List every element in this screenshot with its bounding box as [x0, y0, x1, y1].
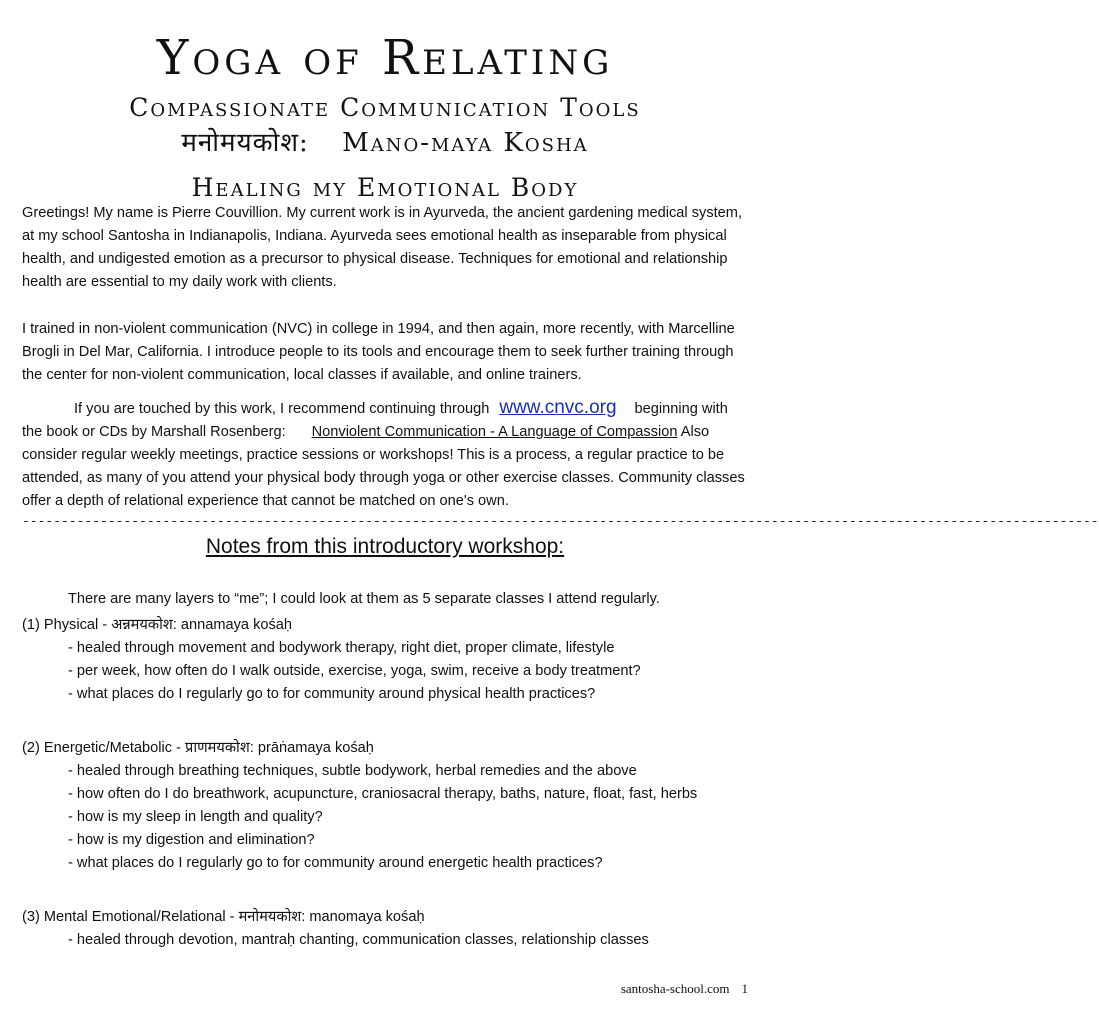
- section-heading: Healing my Emotional Body: [191, 173, 579, 202]
- intro-paragraph-2: I trained in non-violent communication (NVC) in college in 1994, and then again, more recently, with Marcelline Brogli in Del Mar, California. I introduce people to its tools and encourage them to seek further training through the center for non-violent communication, local classes if available, and online trainers.: [22, 321, 735, 383]
- list-item: - what places do I regularly go to for community around energetic health practices?: [68, 855, 603, 871]
- list-item: - healed through movement and bodywork therapy, right diet, proper climate, lifestyle: [68, 640, 615, 656]
- page-number: 1: [741, 981, 748, 996]
- intro-paragraph-3: [22, 396, 752, 513]
- layer-heading: (1) Physical - अन्नमयकोश: annamaya kośaḥ: [22, 617, 293, 633]
- layer-items: [22, 637, 762, 706]
- list-item: - healed through breathing techniques, subtle bodywork, herbal remedies and the above: [68, 763, 637, 779]
- kosha-devanagari: मनोमयकोश:: [181, 128, 309, 158]
- kosha-roman: Mano-maya Kosha: [342, 128, 589, 158]
- list-item: - what places do I regularly go to for community around physical health practices?: [68, 686, 596, 702]
- layer-mental-emotional: [22, 906, 762, 952]
- cnvc-link[interactable]: www.cnvc.org: [499, 397, 617, 418]
- list-item: - healed through devotion, mantraḥ chanting, communication classes, relationship classes: [68, 932, 649, 948]
- book-title: Nonviolent Communication - A Language of Compassion: [311, 424, 678, 440]
- dashed-separator: ------------------------------------------------------------------------------------------------------------------------------------------: [22, 514, 1099, 529]
- list-item: - how often do I do breathwork, acupuncture, craniosacral therapy, baths, nature, float, fast, herbs: [68, 786, 698, 802]
- layer-items: [22, 760, 762, 875]
- layer-energetic: [22, 737, 762, 875]
- notes-heading: [0, 532, 770, 562]
- list-item: - how is my sleep in length and quality?: [68, 809, 323, 825]
- layer-items: [22, 929, 762, 952]
- page-subtitle: Compassionate Communication Tools: [129, 93, 641, 122]
- page-footer: [621, 980, 748, 998]
- layer-physical: [22, 614, 762, 706]
- paragraph-3-start: If you are touched by this work, I recommend continuing through: [74, 401, 490, 417]
- notes-heading-text: Notes from this introductory workshop:: [205, 535, 565, 558]
- footer-site: santosha-school.com: [620, 981, 730, 996]
- layer-heading: (3) Mental Emotional/Relational - मनोमयकोश: manomaya kośaḥ: [22, 909, 425, 925]
- list-item: - per week, how often do I walk outside, exercise, yoga, swim, receive a body treatment?: [68, 663, 641, 679]
- layer-heading: (2) Energetic/Metabolic - प्राणमयकोश: prāṅamaya kośaḥ: [22, 740, 374, 756]
- paragraph-3-mid: beginning with the book or CDs by Marshall Rosenberg:: [22, 401, 728, 440]
- list-item: - how is my digestion and elimination?: [68, 832, 315, 848]
- notes-intro: There are many layers to “me”; I could look at them as 5 separate classes I attend regularly.: [68, 591, 660, 607]
- page-title: Yoga of Relating: [156, 30, 614, 86]
- intro-paragraph-1: Greetings! My name is Pierre Couvillion. My current work is in Ayurveda, the ancient gardening medical system, at my school Santosha in Indianapolis, Indiana. Ayurveda sees emotional health as inseparable from physical health, and undigested emotion as a precursor to physical disease. Techniques for emotional and relationship health are essential to my daily work with clients.: [22, 205, 742, 290]
- kosha-heading: [0, 126, 770, 160]
- paragraph-3-end: Also consider regular weekly meetings, practice sessions or workshops! This is a process, a regular practice to be attended, as many of you attend your physical body through yoga or other exercise classes. Community classes offer a depth of relational experience that cannot be matched on one's own.: [22, 424, 745, 509]
